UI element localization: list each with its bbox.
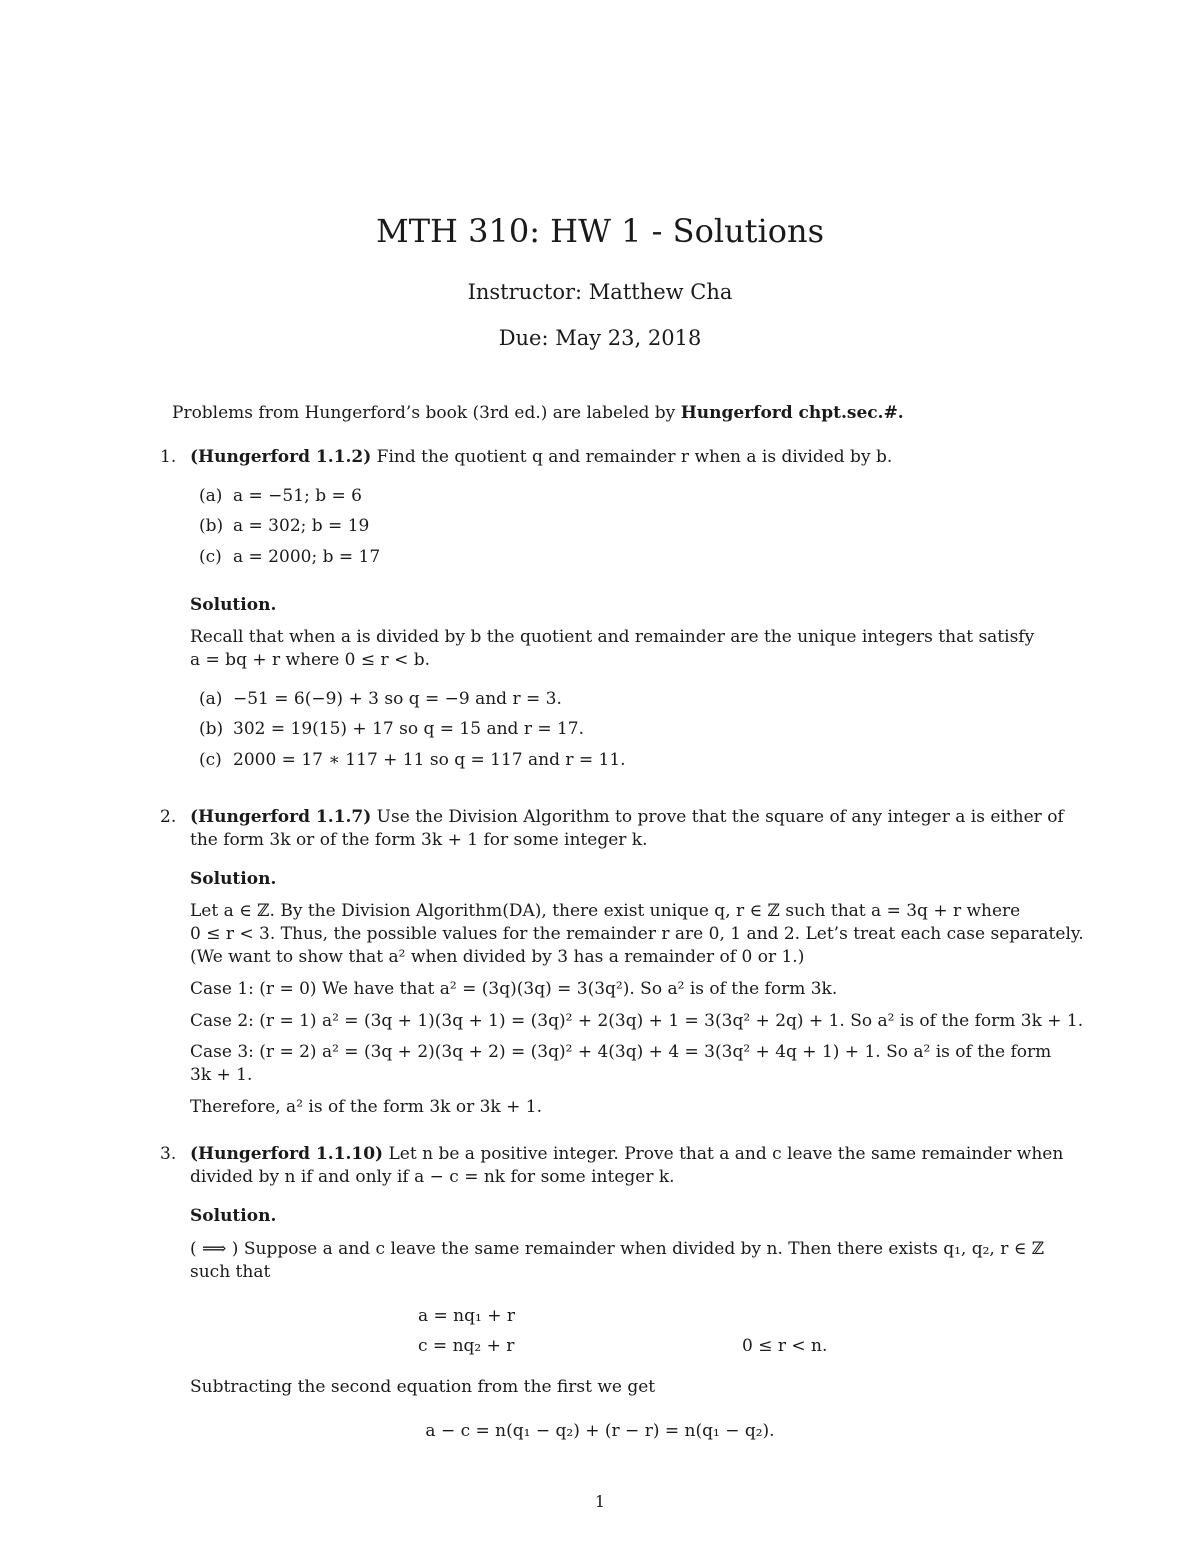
problem-1-answer-b-label: (b)	[199, 719, 224, 739]
problem-2-case-3: Case 3: (r = 2) a² = (3q + 2)(3q + 2) = (3q)² + 4(3q) + 4 = 3(3q² + 4q + 1) + 1. So a² is of the form	[190, 1042, 1052, 1062]
problem-2-case-3-cont: 3k + 1.	[190, 1065, 253, 1085]
problem-1-statement	[190, 446, 892, 469]
problem-1-answer-c: 2000 = 17 ∗ 117 + 11 so q = 117 and r = 11.	[233, 750, 626, 770]
problem-1-solution-line: Recall that when a is divided by b the quotient and remainder are the unique integers that satisfy	[190, 627, 1035, 647]
problem-2-solution-line: (We want to show that a² when divided by 3 has a remainder of 0 or 1.)	[190, 947, 805, 967]
equation-difference: a − c = n(q₁ − q₂) + (r − r) = n(q₁ − q₂).	[425, 1421, 775, 1441]
problem-1-answer-a: −51 = 6(−9) + 3 so q = −9 and r = 3.	[233, 689, 562, 709]
problem-1-solution-heading: Solution.	[190, 595, 277, 615]
problem-3-statement	[190, 1143, 1063, 1166]
problem-3-tag: (Hungerford 1.1.10)	[190, 1144, 384, 1164]
problem-2-text: Use the Division Algorithm to prove that the square of any integer a is either of	[376, 807, 1064, 827]
equation-a: a = nq₁ + r	[418, 1306, 516, 1326]
intro-text: Problems from Hungerford’s book (3rd ed.) are labeled by	[172, 403, 676, 423]
problem-1-answer-a-label: (a)	[199, 689, 223, 709]
page-number: 1	[594, 1492, 606, 1511]
problem-1-tag: (Hungerford 1.1.2)	[190, 447, 372, 467]
problem-1-part-a: a = −51; b = 6	[233, 486, 362, 506]
problem-1-part-b-label: (b)	[199, 516, 224, 536]
problem-1-part-c: a = 2000; b = 17	[233, 547, 381, 567]
problem-1-part-b: a = 302; b = 19	[233, 516, 370, 536]
problem-1-part-c-label: (c)	[199, 547, 222, 567]
problem-3-subtracting-line: Subtracting the second equation from the first we get	[190, 1377, 656, 1397]
problem-3-solution-line: such that	[190, 1262, 271, 1282]
problem-1-solution-line: a = bq + r where 0 ≤ r < b.	[190, 650, 431, 670]
intro-line	[172, 402, 904, 425]
problem-2-case-1: Case 1: (r = 0) We have that a² = (3q)(3q) = 3(3q²). So a² is of the form 3k.	[190, 979, 838, 999]
problem-1-answer-c-label: (c)	[199, 750, 222, 770]
problem-2-solution-heading: Solution.	[190, 869, 277, 889]
problem-2-number: 2.	[160, 807, 177, 827]
problem-1-answer-b: 302 = 19(15) + 17 so q = 15 and r = 17.	[233, 719, 585, 739]
equation-c: c = nq₂ + r	[418, 1336, 515, 1356]
problem-1-text: Find the quotient q and remainder r when a is divided by b.	[376, 447, 893, 467]
problem-2-statement	[190, 806, 1064, 829]
page-title: MTH 310: HW 1 - Solutions	[375, 212, 825, 250]
problem-1-number: 1.	[160, 447, 177, 467]
problem-3-number: 3.	[160, 1144, 177, 1164]
problem-2-text-cont: the form 3k or of the form 3k + 1 for some integer k.	[190, 830, 648, 850]
problem-3-text: Let n be a positive integer. Prove that a and c leave the same remainder when	[388, 1144, 1064, 1164]
problem-2-case-2: Case 2: (r = 1) a² = (3q + 1)(3q + 1) = (3q)² + 2(3q) + 1 = 3(3q² + 2q) + 1. So a² is of the form 3k + 1.	[190, 1011, 1084, 1031]
problem-2-conclusion: Therefore, a² is of the form 3k or 3k + 1.	[190, 1097, 543, 1117]
problem-2-solution-line: Let a ∈ ℤ. By the Division Algorithm(DA), there exist unique q, r ∈ ℤ such that a = 3q + r where	[190, 901, 1021, 921]
problem-3-solution-heading: Solution.	[190, 1206, 277, 1226]
problem-2-tag: (Hungerford 1.1.7)	[190, 807, 372, 827]
due-date: Due: May 23, 2018	[498, 326, 702, 350]
problem-2-solution-line: 0 ≤ r < 3. Thus, the possible values for the remainder r are 0, 1 and 2. Let’s treat each case separately.	[190, 924, 1084, 944]
problem-1-part-a-label: (a)	[199, 486, 223, 506]
problem-3-solution-line: ( ⟹ ) Suppose a and c leave the same remainder when divided by n. Then there exists q₁, q₂, r ∈ ℤ	[190, 1239, 1045, 1259]
remainder-condition: 0 ≤ r < n.	[742, 1336, 828, 1356]
problem-3-text-cont: divided by n if and only if a − c = nk for some integer k.	[190, 1167, 675, 1187]
intro-bold: Hungerford chpt.sec.#.	[680, 403, 904, 423]
instructor-line: Instructor: Matthew Cha	[467, 280, 733, 304]
